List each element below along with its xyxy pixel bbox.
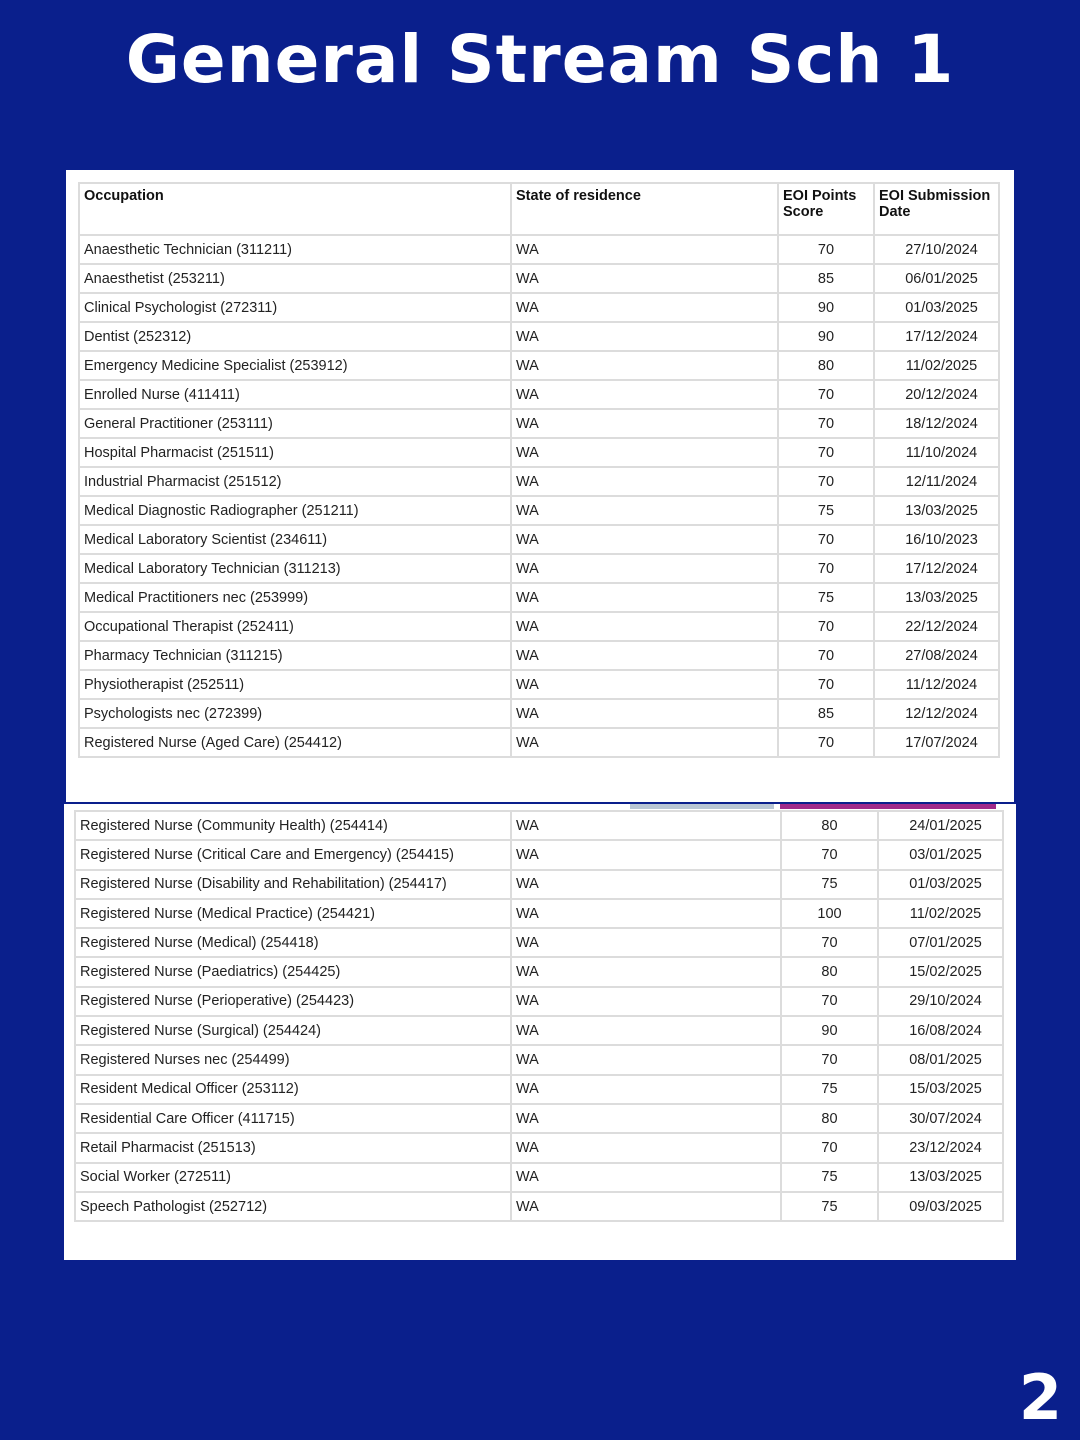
header-date-line1: EOI Submission	[879, 188, 991, 204]
score-cell: 70	[781, 1133, 878, 1162]
table-row	[79, 438, 999, 467]
state-cell: WA	[511, 899, 781, 928]
score-cell: 75	[778, 496, 874, 525]
score-cell: 70	[778, 554, 874, 583]
score-cell: 70	[778, 525, 874, 554]
table-row	[79, 351, 999, 380]
score-cell: 70	[778, 235, 874, 264]
state-cell: WA	[511, 264, 778, 293]
table-header-row	[79, 183, 999, 235]
date-cell: 23/12/2024	[878, 1133, 1003, 1162]
state-cell: WA	[511, 322, 778, 351]
eoi-table-part1	[78, 182, 1000, 758]
state-cell: WA	[511, 641, 778, 670]
date-cell: 11/02/2025	[878, 899, 1003, 928]
occupation-cell: Registered Nurse (Medical) (254418)	[75, 928, 511, 957]
occupation-cell: Social Worker (272511)	[75, 1163, 511, 1192]
occupation-cell: Registered Nurse (Community Health) (254414)	[75, 811, 511, 840]
date-cell: 17/07/2024	[874, 728, 999, 757]
score-cell: 70	[778, 612, 874, 641]
state-cell: WA	[511, 1045, 781, 1074]
score-cell: 90	[778, 293, 874, 322]
occupation-cell: Registered Nurse (Aged Care) (254412)	[79, 728, 511, 757]
table-row	[75, 1075, 1003, 1104]
state-cell: WA	[511, 928, 781, 957]
occupation-cell: Physiotherapist (252511)	[79, 670, 511, 699]
occupation-cell: Hospital Pharmacist (251511)	[79, 438, 511, 467]
header-score	[778, 183, 874, 235]
state-cell: WA	[511, 467, 778, 496]
occupation-cell: Occupational Therapist (252411)	[79, 612, 511, 641]
score-cell: 70	[781, 928, 878, 957]
score-cell: 80	[781, 957, 878, 986]
state-cell: WA	[511, 293, 778, 322]
table-row	[79, 293, 999, 322]
score-cell: 70	[778, 380, 874, 409]
state-cell: WA	[511, 1016, 781, 1045]
date-cell: 30/07/2024	[878, 1104, 1003, 1133]
date-cell: 18/12/2024	[874, 409, 999, 438]
table-row	[75, 1133, 1003, 1162]
occupation-cell: Industrial Pharmacist (251512)	[79, 467, 511, 496]
score-cell: 75	[781, 1075, 878, 1104]
table-row	[79, 583, 999, 612]
table-row	[79, 612, 999, 641]
state-cell: WA	[511, 612, 778, 641]
page-number: 2	[1018, 1361, 1062, 1434]
score-cell: 70	[781, 840, 878, 869]
date-cell: 06/01/2025	[874, 264, 999, 293]
date-cell: 24/01/2025	[878, 811, 1003, 840]
table-row	[75, 840, 1003, 869]
eoi-table-part2	[74, 810, 1004, 1222]
occupation-cell: Registered Nurse (Perioperative) (254423)	[75, 987, 511, 1016]
score-cell: 90	[778, 322, 874, 351]
score-cell: 70	[778, 438, 874, 467]
score-cell: 70	[778, 728, 874, 757]
occupation-cell: Speech Pathologist (252712)	[75, 1192, 511, 1221]
table-row	[75, 1192, 1003, 1221]
score-cell: 75	[778, 583, 874, 612]
score-cell: 70	[781, 1045, 878, 1074]
table-panel-bottom	[64, 804, 1016, 1260]
score-cell: 85	[778, 264, 874, 293]
occupation-cell: Enrolled Nurse (411411)	[79, 380, 511, 409]
table-panel-top	[66, 170, 1014, 802]
table-row	[75, 1163, 1003, 1192]
score-cell: 80	[778, 351, 874, 380]
state-cell: WA	[511, 1133, 781, 1162]
occupation-cell: Retail Pharmacist (251513)	[75, 1133, 511, 1162]
table-row	[79, 728, 999, 757]
table-row	[75, 928, 1003, 957]
date-cell: 11/02/2025	[874, 351, 999, 380]
occupation-cell: Medical Diagnostic Radiographer (251211)	[79, 496, 511, 525]
occupation-cell: Medical Laboratory Technician (311213)	[79, 554, 511, 583]
date-cell: 07/01/2025	[878, 928, 1003, 957]
table-row	[75, 957, 1003, 986]
score-cell: 90	[781, 1016, 878, 1045]
date-cell: 17/12/2024	[874, 322, 999, 351]
table-row	[75, 811, 1003, 840]
date-cell: 27/08/2024	[874, 641, 999, 670]
state-cell: WA	[511, 987, 781, 1016]
occupation-cell: Pharmacy Technician (311215)	[79, 641, 511, 670]
table-row	[79, 554, 999, 583]
table-row	[79, 322, 999, 351]
accent-bar-gray	[630, 804, 774, 809]
table-row	[75, 987, 1003, 1016]
score-cell: 75	[781, 1192, 878, 1221]
score-cell: 70	[778, 670, 874, 699]
date-cell: 17/12/2024	[874, 554, 999, 583]
state-cell: WA	[511, 525, 778, 554]
date-cell: 29/10/2024	[878, 987, 1003, 1016]
occupation-cell: Registered Nurse (Surgical) (254424)	[75, 1016, 511, 1045]
table-row	[75, 1016, 1003, 1045]
date-cell: 12/12/2024	[874, 699, 999, 728]
date-cell: 16/08/2024	[878, 1016, 1003, 1045]
date-cell: 09/03/2025	[878, 1192, 1003, 1221]
state-cell: WA	[511, 351, 778, 380]
table-row	[75, 899, 1003, 928]
header-occupation: Occupation	[79, 183, 511, 235]
occupation-cell: Medical Laboratory Scientist (234611)	[79, 525, 511, 554]
date-cell: 27/10/2024	[874, 235, 999, 264]
occupation-cell: Registered Nurse (Medical Practice) (254421)	[75, 899, 511, 928]
date-cell: 16/10/2023	[874, 525, 999, 554]
date-cell: 03/01/2025	[878, 840, 1003, 869]
date-cell: 12/11/2024	[874, 467, 999, 496]
score-cell: 80	[781, 811, 878, 840]
date-cell: 22/12/2024	[874, 612, 999, 641]
state-cell: WA	[511, 728, 778, 757]
occupation-cell: Anaesthetic Technician (311211)	[79, 235, 511, 264]
occupation-cell: Anaesthetist (253211)	[79, 264, 511, 293]
occupation-cell: Registered Nurses nec (254499)	[75, 1045, 511, 1074]
score-cell: 70	[778, 641, 874, 670]
date-cell: 15/02/2025	[878, 957, 1003, 986]
state-cell: WA	[511, 1075, 781, 1104]
header-score-line2: Score	[783, 204, 824, 220]
date-cell: 11/10/2024	[874, 438, 999, 467]
state-cell: WA	[511, 1104, 781, 1133]
table-row	[79, 380, 999, 409]
state-cell: WA	[511, 699, 778, 728]
date-cell: 13/03/2025	[878, 1163, 1003, 1192]
score-cell: 70	[778, 467, 874, 496]
date-cell: 11/12/2024	[874, 670, 999, 699]
state-cell: WA	[511, 670, 778, 699]
table-row	[75, 1104, 1003, 1133]
table-row	[79, 670, 999, 699]
score-cell: 70	[778, 409, 874, 438]
state-cell: WA	[511, 1163, 781, 1192]
state-cell: WA	[511, 840, 781, 869]
occupation-cell: Registered Nurse (Disability and Rehabilitation) (254417)	[75, 870, 511, 899]
state-cell: WA	[511, 583, 778, 612]
date-cell: 13/03/2025	[874, 583, 999, 612]
table-row	[79, 409, 999, 438]
page-title: General Stream Sch 1	[125, 21, 955, 98]
table-row	[75, 870, 1003, 899]
occupation-cell: Residential Care Officer (411715)	[75, 1104, 511, 1133]
state-cell: WA	[511, 1192, 781, 1221]
table-row	[79, 264, 999, 293]
state-cell: WA	[511, 554, 778, 583]
score-cell: 100	[781, 899, 878, 928]
table-row	[79, 525, 999, 554]
state-cell: WA	[511, 409, 778, 438]
table-row	[79, 641, 999, 670]
occupation-cell: Resident Medical Officer (253112)	[75, 1075, 511, 1104]
occupation-cell: Emergency Medicine Specialist (253912)	[79, 351, 511, 380]
state-cell: WA	[511, 496, 778, 525]
score-cell: 75	[781, 870, 878, 899]
date-cell: 13/03/2025	[874, 496, 999, 525]
occupation-cell: Medical Practitioners nec (253999)	[79, 583, 511, 612]
header-state: State of residence	[511, 183, 778, 235]
accent-bar-purple	[780, 804, 996, 809]
date-cell: 01/03/2025	[874, 293, 999, 322]
header-date-line2: Date	[879, 204, 911, 220]
date-cell: 15/03/2025	[878, 1075, 1003, 1104]
state-cell: WA	[511, 870, 781, 899]
state-cell: WA	[511, 438, 778, 467]
state-cell: WA	[511, 811, 781, 840]
occupation-cell: Dentist (252312)	[79, 322, 511, 351]
table-row	[75, 1045, 1003, 1074]
occupation-cell: Psychologists nec (272399)	[79, 699, 511, 728]
score-cell: 80	[781, 1104, 878, 1133]
score-cell: 85	[778, 699, 874, 728]
state-cell: WA	[511, 380, 778, 409]
occupation-cell: Clinical Psychologist (272311)	[79, 293, 511, 322]
date-cell: 20/12/2024	[874, 380, 999, 409]
occupation-cell: Registered Nurse (Critical Care and Emergency) (254415)	[75, 840, 511, 869]
table-row	[79, 496, 999, 525]
score-cell: 75	[781, 1163, 878, 1192]
header-score-line1: EOI Points	[783, 188, 857, 204]
state-cell: WA	[511, 957, 781, 986]
occupation-cell: General Practitioner (253111)	[79, 409, 511, 438]
score-cell: 70	[781, 987, 878, 1016]
date-cell: 01/03/2025	[878, 870, 1003, 899]
date-cell: 08/01/2025	[878, 1045, 1003, 1074]
table-row	[79, 467, 999, 496]
header-date	[874, 183, 999, 235]
table-row	[79, 699, 999, 728]
state-cell: WA	[511, 235, 778, 264]
occupation-cell: Registered Nurse (Paediatrics) (254425)	[75, 957, 511, 986]
table-row	[79, 235, 999, 264]
